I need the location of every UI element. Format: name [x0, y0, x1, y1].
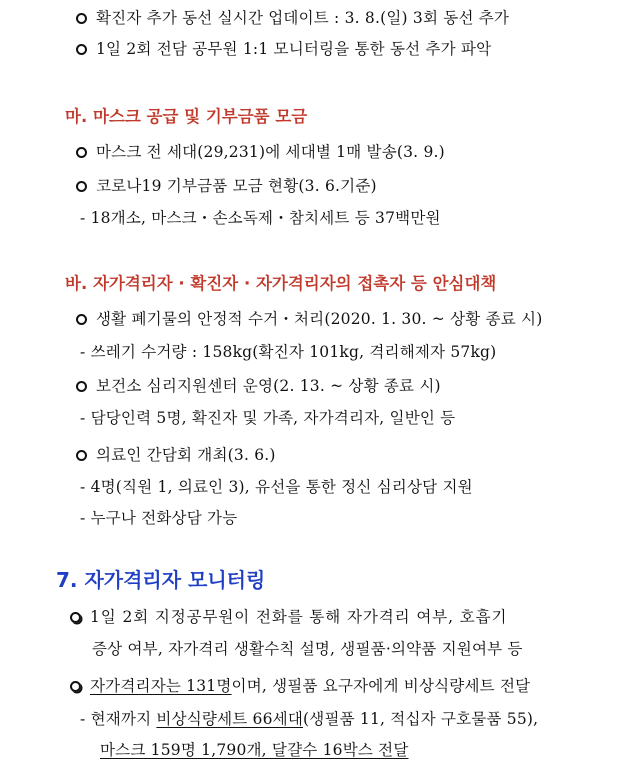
circle-bullet-icon — [76, 314, 87, 325]
shadow-circle-bullet-icon — [70, 612, 81, 623]
quarantine-count: 자가격리자는 131명 — [90, 677, 232, 695]
medical-meeting-detail: - 4명(직원 1, 의료인 3), 유선을 통한 정신 심리상담 지원 — [80, 478, 473, 496]
section-ba-title: 바. 자가격리자 · 확진자 · 자가격리자의 접촉자 등 안심대책 — [65, 274, 497, 293]
monitoring-paragraph-line2: 증상 여부, 자가격리 생활수칙 설명, 생필품·의약품 지원여부 등 — [92, 640, 523, 658]
psych-center-detail: - 담당인력 5명, 확진자 및 가족, 자가격리자, 일반인 등 — [80, 409, 456, 427]
mask-item: 마스크 전 세대(29,231)에 세대별 1매 발송(3. 9.) — [96, 143, 445, 161]
food-set-count: 비상식량세트 66세대 — [156, 710, 304, 728]
waste-detail: - 쓰레기 수거량 : 158kg(확진자 101kg, 격리해제자 57kg) — [80, 343, 497, 361]
donation-detail: - 18개소, 마스크・손소독제・참치세트 등 37백만원 — [80, 209, 441, 227]
circle-bullet-icon — [76, 181, 87, 192]
circle-bullet-icon — [76, 13, 87, 24]
update-line: 확진자 추가 동선 실시간 업데이트 : 3. 8.(일) 3회 동선 추가 — [96, 9, 510, 27]
circle-bullet-icon — [76, 44, 87, 55]
waste-item: 생활 폐기물의 안정적 수거・처리(2020. 1. 30. ~ 상황 종료 시) — [96, 310, 543, 328]
mask-egg-delivery: 마스크 159명 1,790개, 달걀수 16박스 전달 — [100, 741, 409, 759]
psych-center-item: 보건소 심리지원센터 운영(2. 13. ~ 상황 종료 시) — [96, 377, 441, 395]
medical-meeting-item: 의료인 간담회 개최(3. 6.) — [96, 446, 276, 464]
donation-item: 코로나19 기부금품 모금 현황(3. 6.기준) — [96, 177, 377, 195]
quarantine-count-line — [90, 676, 530, 696]
monitoring-paragraph-line1: 1일 2회 지정공무원이 전화를 통해 자가격리 여부, 호흡기 — [90, 608, 508, 626]
quarantine-text: 이며, 생필품 요구자에게 — [231, 677, 404, 695]
shadow-circle-bullet-icon — [70, 681, 81, 692]
chapter-7-title: 7. 자가격리자 모니터링 — [56, 568, 266, 592]
delivery-prefix: - 현재까지 — [80, 710, 157, 728]
circle-bullet-icon — [76, 147, 87, 158]
circle-bullet-icon — [76, 450, 87, 461]
food-set-breakdown: (생필품 11, 적십자 구호물품 55), — [303, 710, 539, 728]
delivery-line — [80, 709, 538, 729]
circle-bullet-icon — [76, 381, 87, 392]
emergency-food-text: 비상식량세트 전달 — [403, 677, 531, 695]
section-ma-title: 마. 마스크 공급 및 기부금품 모금 — [65, 107, 308, 126]
monitoring-line: 1일 2회 전담 공무원 1:1 모니터링을 통한 동선 추가 파악 — [96, 40, 492, 58]
phone-counsel-detail: - 누구나 전화상담 가능 — [80, 509, 238, 527]
